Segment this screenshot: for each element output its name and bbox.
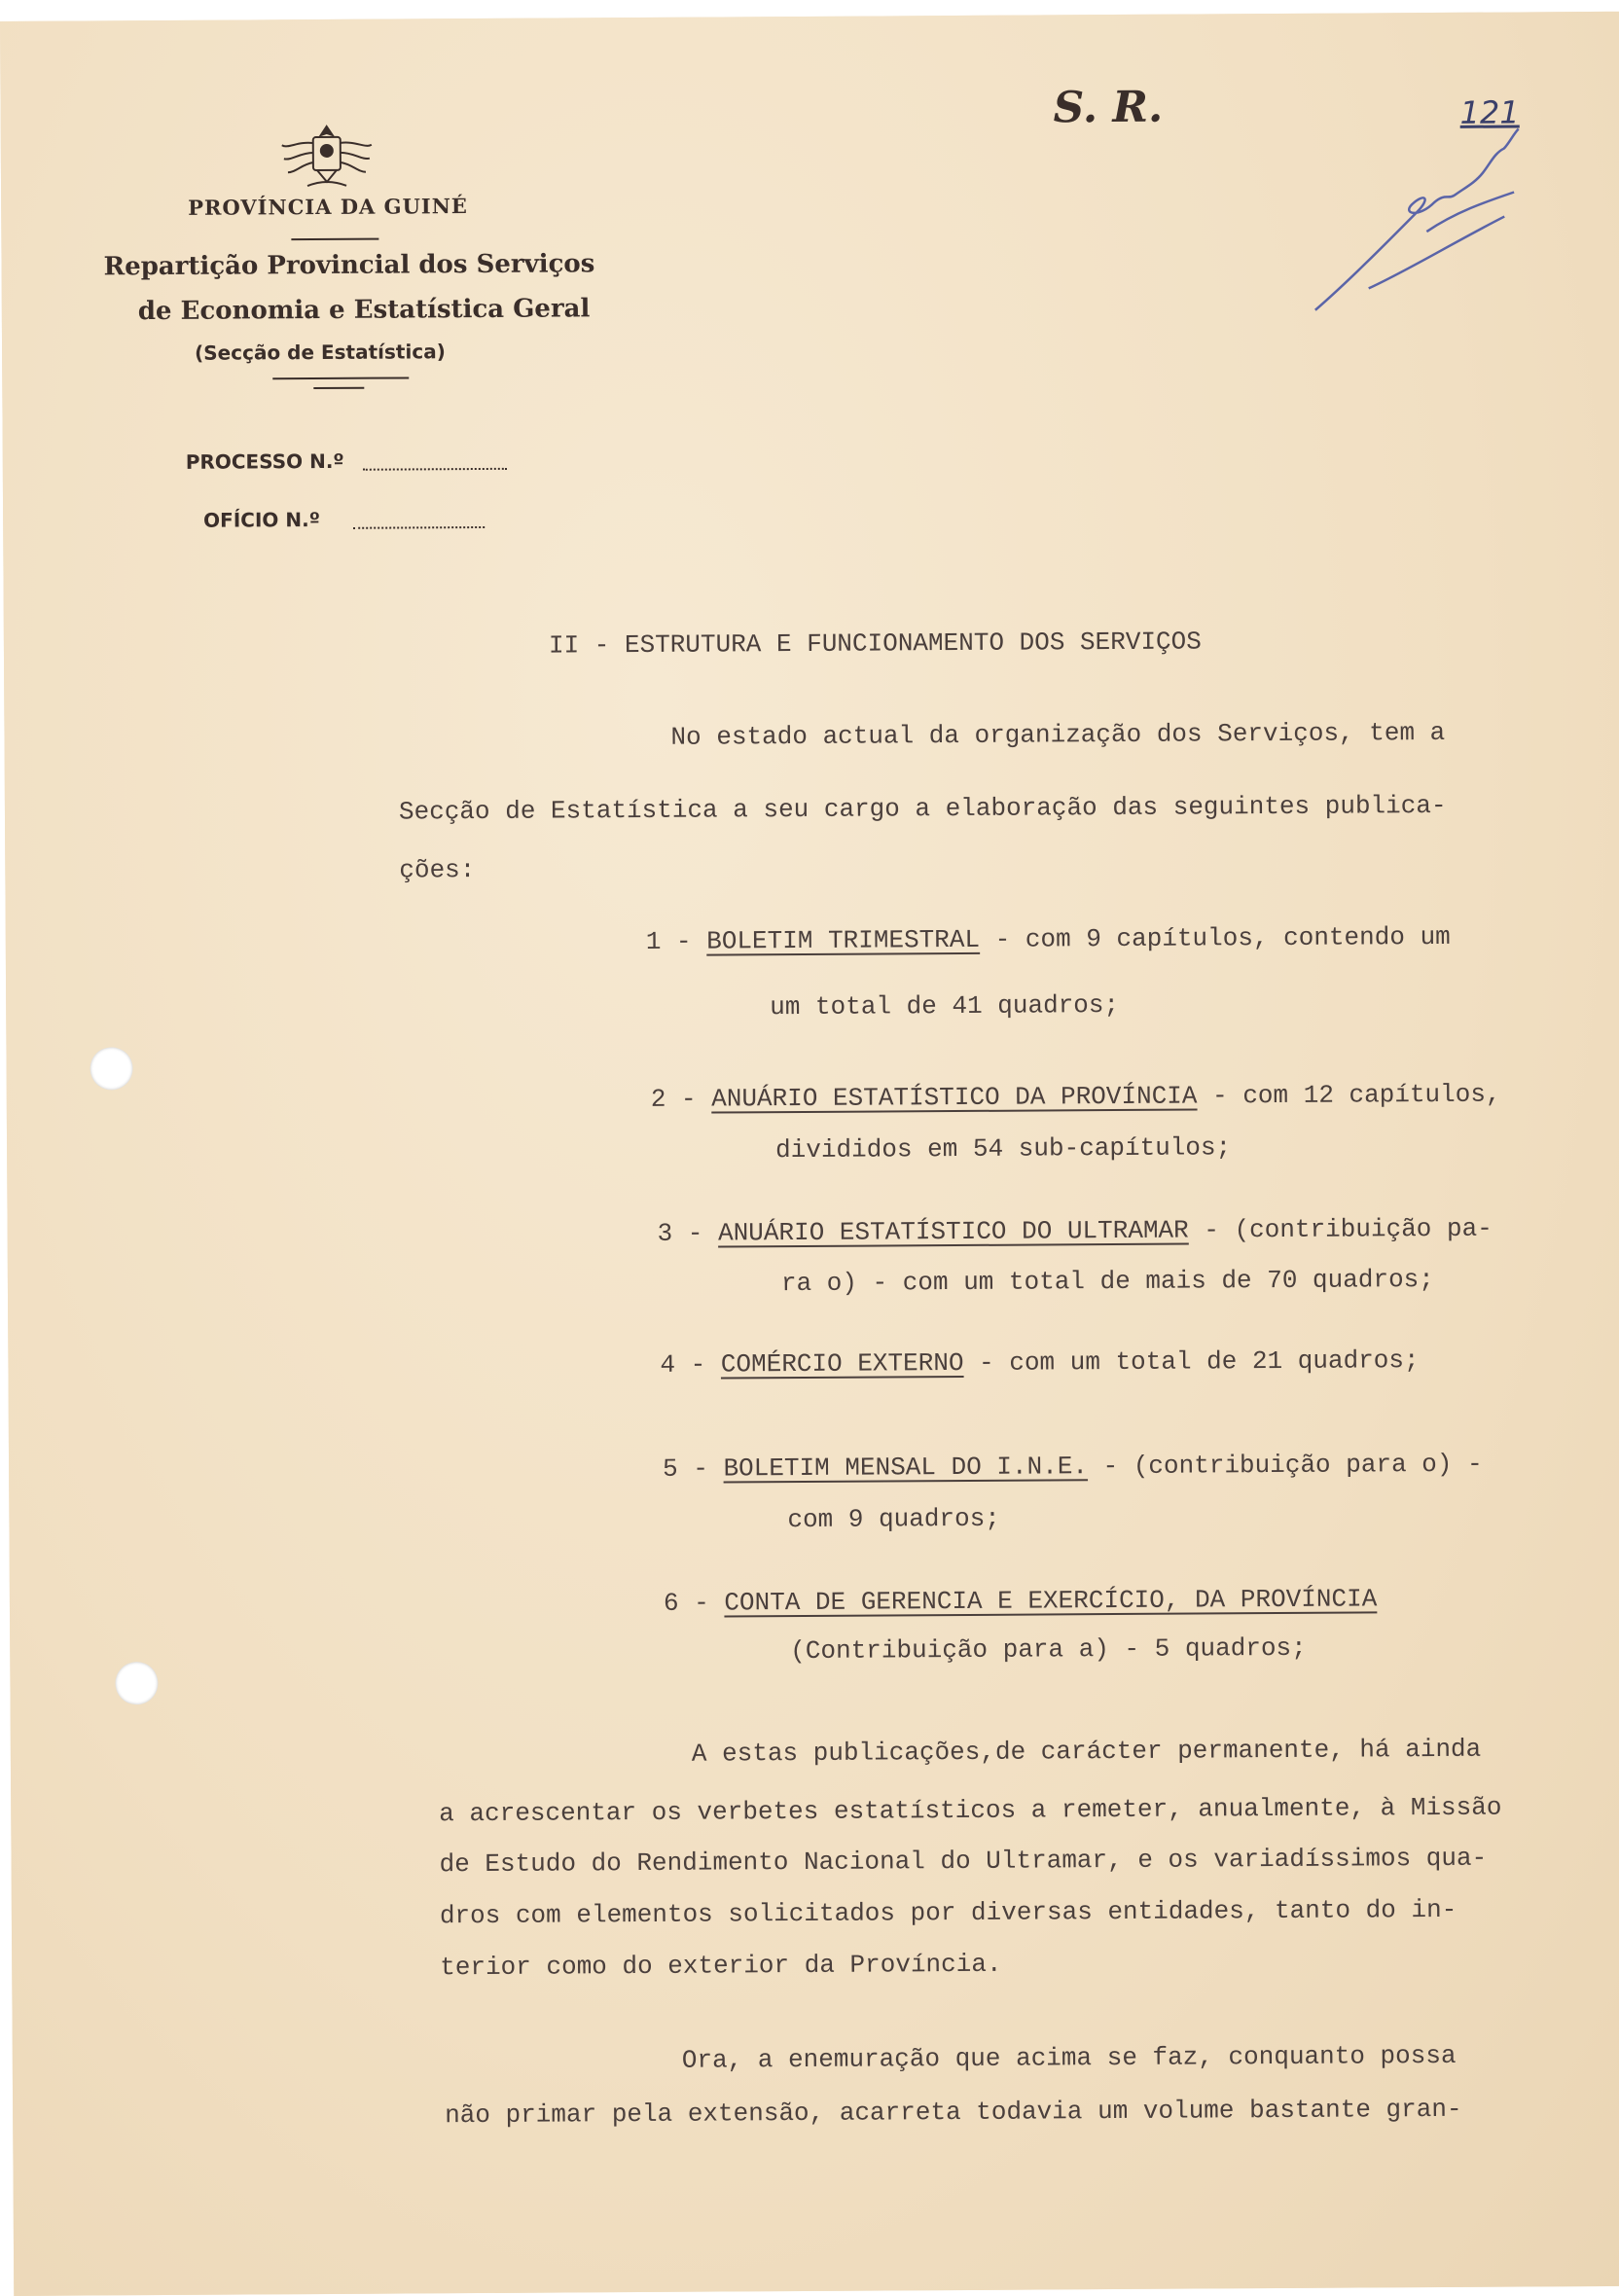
- item-text: - com 9 capítulos, contendo um: [979, 921, 1451, 954]
- coat-of-arms-icon: [278, 122, 376, 200]
- paragraph-line: A estas publicações,de carácter permanente, há ainda: [691, 1734, 1482, 1769]
- item-continuation: (Contribuição para a) - 5 quadros;: [790, 1632, 1307, 1667]
- punch-hole: [115, 1662, 158, 1704]
- department-line1: Repartição Provincial dos Serviços: [103, 249, 595, 282]
- item-number: 4 -: [660, 1349, 706, 1380]
- list-item: [663, 1450, 1483, 1484]
- department-line2: de Economia e Estatística Geral: [137, 294, 591, 327]
- list-item: [658, 1214, 1493, 1248]
- item-title: ANUÁRIO ESTATÍSTICO DA PROVÍNCIA: [711, 1081, 1198, 1114]
- item-number: 6 -: [663, 1588, 709, 1618]
- intro-line: ções:: [399, 855, 476, 885]
- paragraph-line: dros com elementos solicitados por diversas entidades, tanto do in-: [439, 1894, 1457, 1931]
- processo-field: [363, 468, 507, 471]
- item-continuation: ra o) - com um total de mais de 70 quadros;: [780, 1265, 1434, 1299]
- intro-line: Secção de Estatística a seu cargo a elaboração das seguintes publica-: [398, 790, 1447, 827]
- item-text: - (contribuição para o) -: [1087, 1449, 1483, 1482]
- item-number: 1 -: [645, 926, 692, 956]
- paragraph-line: a acrescentar os verbetes estatísticos a remeter, anualmente, à Missão: [439, 1792, 1502, 1829]
- handwritten-signature: [1310, 124, 1534, 319]
- province-label: PROVÍNCIA DA GUINÉ: [188, 194, 468, 220]
- item-title: BOLETIM MENSAL DO I.N.E.: [723, 1452, 1089, 1484]
- section-label: (Secção de Estatística): [195, 340, 446, 365]
- item-text: - com um total de 21 quadros;: [963, 1345, 1420, 1378]
- paragraph-line: de Estudo do Rendimento Nacional do Ultramar, e os variadíssimos qua-: [439, 1843, 1488, 1880]
- divider: [291, 238, 378, 241]
- item-title: BOLETIM TRIMESTRAL: [706, 924, 981, 956]
- page-number: 121: [1459, 93, 1520, 131]
- list-item: [664, 1584, 1378, 1617]
- oficio-field: [353, 526, 485, 529]
- list-item: [660, 1345, 1419, 1380]
- item-title: COMÉRCIO EXTERNO: [720, 1347, 964, 1380]
- list-item: [646, 922, 1451, 956]
- item-continuation: divididos em 54 sub-capítulos;: [775, 1132, 1232, 1166]
- divider: [313, 387, 364, 389]
- divider: [272, 377, 409, 379]
- paragraph-line: não primar pela extensão, acarreta todavia um volume bastante gran-: [445, 2094, 1462, 2131]
- intro-line: No estado actual da organização dos Serviços, tem a: [670, 717, 1446, 752]
- item-title: CONTA DE GERENCIA E EXERCÍCIO, DA PROVÍNCIA: [724, 1584, 1378, 1618]
- paragraph-line: Ora, a enemuração que acima se faz, conquanto possa: [681, 2040, 1457, 2075]
- oficio-label: OFÍCIO N.º: [203, 508, 321, 532]
- paragraph-line: terior como do exterior da Província.: [440, 1949, 1002, 1983]
- document-page: [0, 12, 1619, 2296]
- item-number: 5 -: [663, 1453, 709, 1484]
- item-number: 3 -: [657, 1218, 703, 1248]
- punch-hole: [90, 1047, 132, 1090]
- item-continuation: com 9 quadros;: [787, 1503, 1000, 1535]
- processo-label: PROCESSO N.º: [185, 448, 344, 474]
- list-item: [651, 1080, 1501, 1114]
- item-number: 2 -: [650, 1084, 697, 1114]
- item-text: - (contribuição pa-: [1188, 1213, 1493, 1245]
- item-continuation: um total de 41 quadros;: [770, 989, 1120, 1022]
- item-text: - com 12 capítulos,: [1197, 1079, 1501, 1111]
- sr-mark: S. R.: [1053, 82, 1164, 133]
- section-heading: II - ESTRUTURA E FUNCIONAMENTO DOS SERVIÇOS: [548, 627, 1202, 661]
- item-title: ANUÁRIO ESTATÍSTICO DO ULTRAMAR: [717, 1215, 1189, 1248]
